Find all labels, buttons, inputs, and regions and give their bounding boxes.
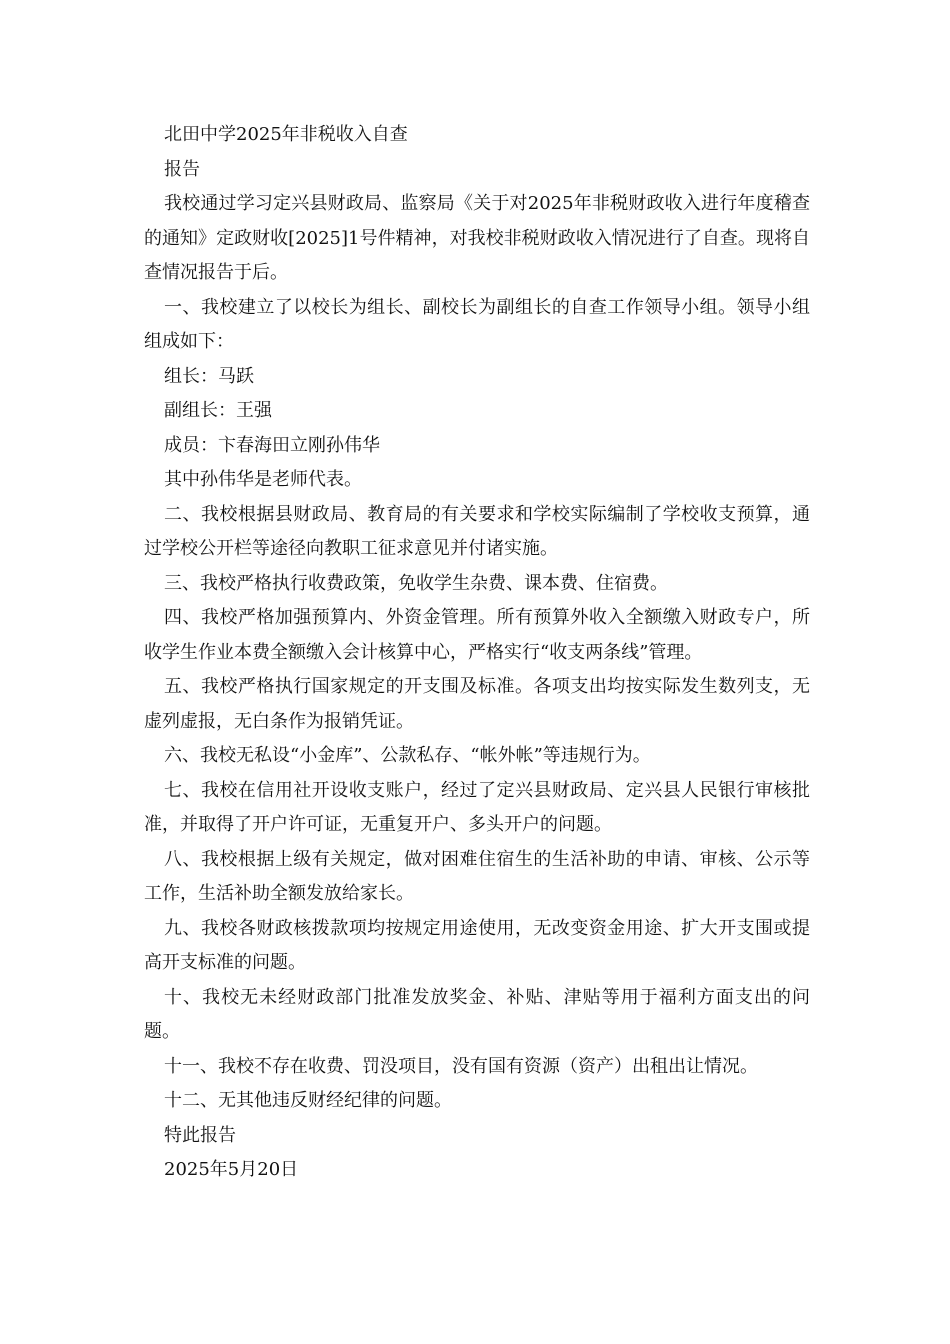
document-body [144, 118, 810, 1188]
deputy-leader-line: 副组长：王强 [164, 400, 272, 421]
item-12-paragraph: 十二、无其他违反财经纪律的问题。 [164, 1090, 452, 1111]
item-6-paragraph: 六、我校无私设“小金库”、公款私存、“帐外帐”等违规行为。 [164, 745, 651, 766]
closing-line: 特此报告 [164, 1124, 236, 1146]
teacher-representative-line: 其中孙伟华是老师代表。 [164, 469, 362, 490]
item-3-paragraph: 三、我校严格执行收费政策，免收学生杂费、课本费、住宿费。 [164, 572, 668, 594]
item-11-paragraph: 十一、我校不存在收费、罚没项目，没有国有资源（资产）出租出让情况。 [164, 1055, 758, 1077]
document-title-line-1: 北田中学2025年非税收入自查 [164, 124, 408, 145]
item-9-paragraph: 九、我校各财政核拨款项均按规定用途使用，无改变资金用途、扩大开支围或提高开支标准的问题。 [144, 917, 810, 973]
item-7-paragraph: 七、我校在信用社开设收支账户，经过了定兴县财政局、定兴县人民银行审核批准，并取得了开户许可证，无重复开户、多头开户的问题。 [144, 779, 810, 835]
item-1-paragraph: 一、我校建立了以校长为组长、副校长为副组长的自查工作领导小组。领导小组组成如下： [144, 296, 810, 352]
item-8-paragraph: 八、我校根据上级有关规定，做对困难住宿生的生活补助的申请、审核、公示等工作，生活补助全额发放给家长。 [144, 848, 810, 904]
item-4-paragraph: 四、我校严格加强预算内、外资金管理。所有预算外收入全额缴入财政专户，所收学生作业本费全额缴入会计核算中心，严格实行“收支两条线”管理。 [144, 607, 810, 663]
date-line: 2025年5月20日 [164, 1159, 299, 1180]
intro-paragraph: 我校通过学习定兴县财政局、监察局《关于对2025年非税财政收入进行年度稽查的通知》定政财收[2025]1号件精神，对我校非税财政收入情况进行了自查。现将自查情况报告于后。 [144, 193, 810, 283]
item-10-paragraph: 十、我校无未经财政部门批准发放奖金、补贴、津贴等用于福利方面支出的问题。 [144, 986, 810, 1042]
item-5-paragraph: 五、我校严格执行国家规定的开支围及标准。各项支出均按实际发生数列支，无虚列虚报，无白条作为报销凭证。 [144, 676, 810, 732]
leader-line: 组长：马跃 [164, 365, 254, 387]
item-2-paragraph: 二、我校根据县财政局、教育局的有关要求和学校实际编制了学校收支预算，通过学校公开栏等途径向教职工征求意见并付诸实施。 [144, 503, 810, 559]
members-line: 成员：卞春海田立刚孙伟华 [164, 434, 380, 456]
document-title-line-2: 报告 [164, 158, 200, 180]
